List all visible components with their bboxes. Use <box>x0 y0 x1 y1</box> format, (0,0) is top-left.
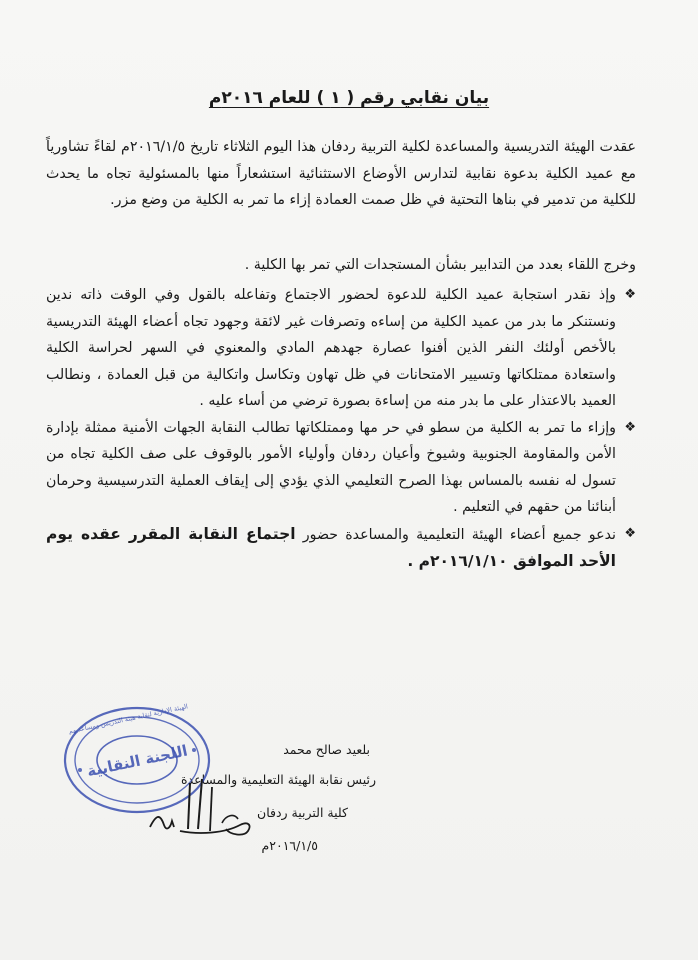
resolutions-list <box>46 282 636 576</box>
svg-text:اللجنة النقابية: اللجنة النقابية <box>85 741 190 781</box>
diamond-bullet-icon: ❖ <box>624 419 636 435</box>
meeting-announcement: اجتماع النقابة المقرر عقده يوم الأحد الموافق ٢٠١٦/١/١٠م . <box>46 524 616 570</box>
signatory-name: بلعيد صالح محمد <box>283 742 370 757</box>
resolution-text: وإزاء ما تمر به الكلية من سطو في حر مها وممتلكاتها تطالب النقابة الجهات الأمنية ممثلة بإدارة الأمن والمقاومة الجنوبية وشيوخ وأعيان ردفان وأولياء الأمور بالوقوف على صف الكلية تجاه من تسول له نفسه بالمساس بهذا الصرح التعليمي الذي يؤدي إلى إيقاف العملية التدرسيسية وحرمان أبنائنا من حقهم في التعليم . <box>46 419 616 515</box>
resolution-item <box>46 521 636 576</box>
resolution-item <box>46 415 636 521</box>
diamond-bullet-icon: ❖ <box>624 287 636 302</box>
svg-text:الهيئة الإدارية لنقابة هيئة ال: الهيئة الإدارية لنقابة هيئة التدريس ومساعديهم <box>67 702 189 736</box>
signatory-position: رئيس نقابة الهيئة التعليمية والمساعدة <box>181 772 376 787</box>
resolution-text: ندعو جميع أعضاء الهيئة التعليمية والمساعدة حضور <box>295 526 616 543</box>
intro-paragraph: عقدت الهيئة التدريسية والمساعدة لكلية التربية ردفان هذا اليوم الثلاثاء تاريخ ٢٠١٦/١/٥م لقاءً تشاورياً مع عميد الكلية بدعوة نقابية لتدارس الأوضاع الاستثنائية استشعاراً منها بالمسئولية تجاه ما يحدث للكلية من تدمير في بناها التحتية في ظل صمت العمادة إزاء ما تمر به الكلية من وضع مزر. <box>46 139 636 208</box>
diamond-bullet-icon: ❖ <box>624 525 636 541</box>
resolution-text: وإذ نقدر استجابة عميد الكلية للدعوة لحضور الاجتماع وتفاعله بالقول وفي الوقت ذاته ندين ونستنكر ما بدر من عميد الكلية من إساءه وتصرفات غير لائقة وجهود تجاه أعضاء الهيئة التدريسية بالأخص أولئك النفر الذين أفنوا عصارة جهدهم المادي والمعنوي في السهر لحراسة الكلية واستعادة ممتلكاتها وتسيير الامتحانات في ظل تهاون وتكاسل واتكالية من قبل العمادة ، ونطالب العميد بالاعتذار على ما بدر منه من إساءة بصورة ترضي من أساء عليه . <box>46 287 616 409</box>
outcome-paragraph: وخرج اللقاء بعدد من التدابير بشأن المستجدات التي تمر بها الكلية . <box>244 257 636 273</box>
document-title: بيان نقابي رقم ( ١ ) للعام ٢٠١٦م <box>208 88 490 108</box>
resolution-item <box>46 282 636 415</box>
handwritten-signature-icon <box>130 765 280 855</box>
signatory-college: كلية التربية ردفان <box>257 805 348 820</box>
signature-date: ٢٠١٦/١/٥م <box>261 838 318 853</box>
